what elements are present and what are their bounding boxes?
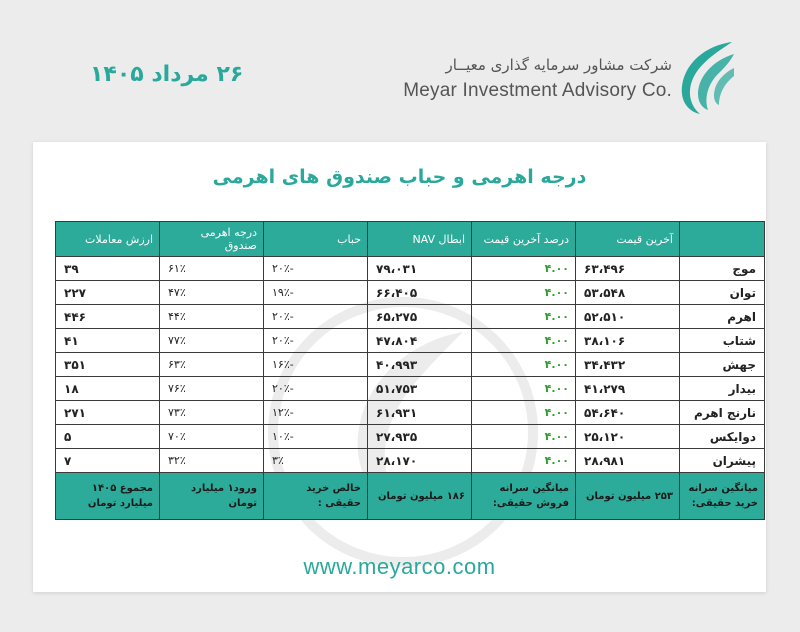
nav-value: ۴۰،۹۹۳ [368, 353, 472, 377]
nav-value: ۷۹،۰۳۱ [368, 257, 472, 281]
bubble-value: -۱۲٪ [264, 401, 368, 425]
last-price-pct: ۴.۰۰ [472, 353, 576, 377]
last-price: ۳۸،۱۰۶ [576, 329, 680, 353]
leverage-value: ۴۷٪ [160, 281, 264, 305]
table-row [56, 449, 765, 473]
col-header-nav: ابطال NAV [368, 222, 472, 257]
bubble-value: -۲۰٪ [264, 305, 368, 329]
fund-name: موج [680, 257, 765, 281]
leveraged-funds-table [55, 221, 765, 520]
table-row [56, 305, 765, 329]
fund-name: دوایکس [680, 425, 765, 449]
trade-value: ۲۷۱ [56, 401, 160, 425]
last-price: ۵۳،۵۴۸ [576, 281, 680, 305]
bubble-value: -۱۰٪ [264, 425, 368, 449]
fund-name: پیشران [680, 449, 765, 473]
bubble-value: ۳٪ [264, 449, 368, 473]
fund-name: شتاب [680, 329, 765, 353]
leverage-value: ۷۳٪ [160, 401, 264, 425]
nav-value: ۲۷،۹۳۵ [368, 425, 472, 449]
table-row [56, 425, 765, 449]
last-price: ۲۸،۹۸۱ [576, 449, 680, 473]
col-header-trade-value: ارزش معاملات [56, 222, 160, 257]
last-price-pct: ۴.۰۰ [472, 377, 576, 401]
last-price: ۶۳،۴۹۶ [576, 257, 680, 281]
company-name-en: Meyar Investment Advisory Co. [403, 80, 672, 101]
bubble-value: -۲۰٪ [264, 257, 368, 281]
bubble-value: -۲۰٪ [264, 377, 368, 401]
trade-value: ۴۱ [56, 329, 160, 353]
net-buy-value: ورود۱ میلیارد تومان [160, 473, 264, 520]
table-summary-row [56, 473, 765, 520]
trade-value: ۱۸ [56, 377, 160, 401]
report-date: ۲۶ مرداد ۱۴۰۵ [90, 62, 244, 87]
table-header-row [56, 222, 765, 257]
col-header-last-price-pct: درصد آخرین قیمت [472, 222, 576, 257]
company-logo-icon [672, 38, 738, 118]
trade-value: ۳۵۱ [56, 353, 160, 377]
table-row [56, 401, 765, 425]
col-header-bubble: حباب [264, 222, 368, 257]
report-title: درجه اهرمی و حباب صندوق های اهرمی [212, 166, 587, 188]
last-price: ۵۴،۶۴۰ [576, 401, 680, 425]
last-price-pct: ۴.۰۰ [472, 449, 576, 473]
table-row [56, 353, 765, 377]
net-buy-label: خالص خرید حقیقی : [264, 473, 368, 520]
report-card [33, 142, 766, 592]
fund-name: نارنج اهرم [680, 401, 765, 425]
leverage-value: ۷۶٪ [160, 377, 264, 401]
bubble-value: -۱۶٪ [264, 353, 368, 377]
last-price: ۴۱،۲۷۹ [576, 377, 680, 401]
avg-buy-value: ۲۵۳ میلیون تومان [576, 473, 680, 520]
col-header-leverage: درجه اهرمی صندوق [160, 222, 264, 257]
website-link[interactable]: www.meyarco.com [303, 554, 496, 579]
trade-value: ۷ [56, 449, 160, 473]
avg-buy-label: میانگین سرانه خرید حقیقی: [680, 473, 765, 520]
table-row [56, 257, 765, 281]
table-row [56, 329, 765, 353]
col-header-fund [680, 222, 765, 257]
bubble-value: -۱۹٪ [264, 281, 368, 305]
leverage-value: ۷۰٪ [160, 425, 264, 449]
trade-value: ۴۴۶ [56, 305, 160, 329]
last-price: ۲۵،۱۲۰ [576, 425, 680, 449]
nav-value: ۶۱،۹۳۱ [368, 401, 472, 425]
last-price-pct: ۴.۰۰ [472, 305, 576, 329]
trade-value: ۵ [56, 425, 160, 449]
last-price-pct: ۴.۰۰ [472, 329, 576, 353]
nav-value: ۵۱،۷۵۳ [368, 377, 472, 401]
last-price-pct: ۴.۰۰ [472, 281, 576, 305]
col-header-last-price: آخرین قیمت [576, 222, 680, 257]
fund-name: توان [680, 281, 765, 305]
leverage-value: ۷۷٪ [160, 329, 264, 353]
nav-value: ۲۸،۱۷۰ [368, 449, 472, 473]
company-name-fa: شرکت مشاور سرمایه گذاری معیــار [445, 56, 672, 74]
nav-value: ۶۶،۴۰۵ [368, 281, 472, 305]
fund-name: اهرم [680, 305, 765, 329]
last-price-pct: ۴.۰۰ [472, 425, 576, 449]
trade-value: ۳۹ [56, 257, 160, 281]
nav-value: ۶۵،۲۷۵ [368, 305, 472, 329]
nav-value: ۴۷،۸۰۴ [368, 329, 472, 353]
bubble-value: -۲۰٪ [264, 329, 368, 353]
fund-name: جهش [680, 353, 765, 377]
last-price-pct: ۴.۰۰ [472, 257, 576, 281]
fund-name: بیدار [680, 377, 765, 401]
table-row [56, 377, 765, 401]
avg-sell-label: میانگین سرانه فروش حقیقی: [472, 473, 576, 520]
leverage-value: ۶۳٪ [160, 353, 264, 377]
last-price-pct: ۴.۰۰ [472, 401, 576, 425]
last-price: ۳۴،۴۳۲ [576, 353, 680, 377]
company-brand [403, 56, 672, 102]
last-price: ۵۲،۵۱۰ [576, 305, 680, 329]
leverage-value: ۴۴٪ [160, 305, 264, 329]
total-trade-value: مجموع ۱۴۰۵ میلیارد تومان [56, 473, 160, 520]
leverage-value: ۳۲٪ [160, 449, 264, 473]
leverage-value: ۶۱٪ [160, 257, 264, 281]
table-row [56, 281, 765, 305]
trade-value: ۲۲۷ [56, 281, 160, 305]
avg-sell-value: ۱۸۶ میلیون تومان [368, 473, 472, 520]
